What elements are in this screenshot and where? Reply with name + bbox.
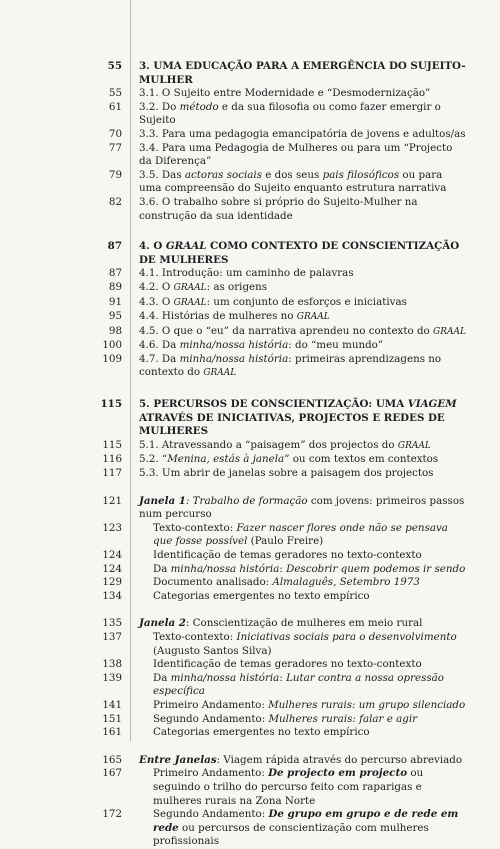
toc-entry-4-3[interactable] bbox=[0, 296, 500, 311]
toc-entry-j2-6[interactable] bbox=[0, 726, 500, 740]
entry-title: Documento analisado: Almalaguês, Setembro 1973 bbox=[153, 576, 420, 589]
toc-entry-ej-2[interactable] bbox=[0, 808, 500, 849]
toc-entry-4-2[interactable] bbox=[0, 281, 500, 296]
entry-title: Categorias emergentes no texto empírico bbox=[153, 726, 370, 739]
page-number: 77 bbox=[108, 141, 122, 154]
toc-entry-3-4[interactable] bbox=[0, 142, 500, 169]
entry-title: Entre Janelas: Viagem rápida através do percurso abreviado bbox=[139, 753, 463, 766]
entry-title: 5.1. Atravessando a “paisagem” dos projectos do GRAAL bbox=[139, 438, 431, 451]
toc-entre-janelas[interactable] bbox=[0, 754, 500, 768]
entry-title: Da minha/nossa história: Lutar contra a nossa opressão específica bbox=[153, 671, 445, 698]
entry-title: 5.2. “Menina, estás à janela” ou com textos em contextos bbox=[139, 453, 439, 466]
entry-title: 3.5. Das actoras sociais e dos seus pais filosóficos ou para uma compreensão do Sujeito enquanto estrutura narrativa bbox=[139, 168, 447, 195]
section-title: 5. PERCURSOS DE CONSCIENTIZAÇÃO: UMA VIAGEM ATRAVÉS DE INICIATIVAS, PROJECTOS E REDES DE MULHERES bbox=[139, 398, 457, 438]
entry-title: 4.2. O GRAAL: as origens bbox=[139, 280, 268, 293]
entry-title: 4.4. Histórias de mulheres no GRAAL bbox=[139, 310, 330, 323]
page-number: 109 bbox=[102, 352, 122, 365]
section-title: 3. UMA EDUCAÇÃO PARA A EMERGÊNCIA DO SUJEITO-MULHER bbox=[139, 60, 466, 86]
toc-entry-5-3[interactable] bbox=[0, 467, 500, 481]
page-number: 55 bbox=[107, 60, 122, 72]
entry-title: Janela 1: Trabalho de formação com jovens: primeiros passos num percurso bbox=[139, 494, 465, 521]
entry-title: Identificação de temas geradores no texto-contexto bbox=[153, 658, 422, 671]
toc-entry-j2-4[interactable] bbox=[0, 699, 500, 713]
entry-title: Da minha/nossa história: Descobrir quem podemos ir sendo bbox=[153, 562, 466, 575]
page-number: 123 bbox=[102, 521, 122, 534]
toc-entry-j1-2[interactable] bbox=[0, 549, 500, 563]
entry-title: Texto-contexto: Iniciativas sociais para o desenvolvimento (Augusto Santos Silva) bbox=[153, 630, 457, 657]
page-number: 55 bbox=[108, 87, 122, 100]
toc-entry-j1-5[interactable] bbox=[0, 590, 500, 604]
toc-entry-4-7[interactable] bbox=[0, 353, 500, 381]
page-number: 87 bbox=[107, 240, 122, 253]
page-number: 137 bbox=[102, 630, 122, 643]
section-title: 4. O GRAAL COMO CONTEXTO DE CONSCIENTIZAÇÃO DE MULHERES bbox=[139, 240, 460, 266]
page-number: 87 bbox=[108, 267, 122, 280]
toc-entry-j2-3[interactable] bbox=[0, 672, 500, 699]
entry-title: 4.5. O que o “eu” da narrativa aprendeu no contexto do GRAAL bbox=[139, 324, 466, 337]
entry-title: Categorias emergentes no texto empírico bbox=[153, 589, 370, 602]
page-number: 117 bbox=[102, 467, 122, 480]
page-number: 124 bbox=[102, 562, 122, 575]
entry-title: Primeiro Andamento: Mulheres rurais: um grupo silenciado bbox=[153, 698, 466, 711]
toc-entry-4-4[interactable] bbox=[0, 310, 500, 325]
page-number: 121 bbox=[102, 494, 122, 507]
page-number: 95 bbox=[108, 310, 122, 323]
entry-title: Primeiro Andamento: De projecto em projecto ou seguindo o trilho do percurso feito com raparigas e mulheres rurais na Zona Norte bbox=[153, 767, 424, 807]
page-number: 172 bbox=[102, 808, 122, 821]
entry-title: 4.7. Da minha/nossa história: primeiras aprendizagens no contexto do GRAAL bbox=[139, 352, 442, 379]
page-number: 129 bbox=[102, 576, 122, 589]
page-number: 116 bbox=[102, 453, 122, 466]
page-number: 70 bbox=[108, 127, 122, 140]
page-number: 165 bbox=[102, 753, 122, 766]
page-number: 82 bbox=[108, 195, 122, 208]
page-number: 138 bbox=[102, 658, 122, 671]
entry-title: Segundo Andamento: De grupo em grupo e de rede em rede ou percursos de conscientização com mulheres profissionais bbox=[153, 808, 459, 848]
page-number: 89 bbox=[108, 280, 122, 293]
page-number: 79 bbox=[108, 168, 122, 181]
entry-title: Texto-contexto: Fazer nascer flores onde não se pensava que fosse possível (Paulo Freire) bbox=[153, 521, 448, 548]
toc-section-3[interactable] bbox=[0, 60, 500, 87]
toc-entry-j1-1[interactable] bbox=[0, 522, 500, 549]
entry-title: 3.3. Para uma pedagogia emancipatória de jovens e adultos/as bbox=[139, 127, 466, 140]
page-number: 91 bbox=[108, 295, 122, 308]
entry-title: 3.1. O Sujeito entre Modernidade e “Desmodernização” bbox=[139, 87, 431, 100]
entry-title: 4.6. Da minha/nossa história: do “meu mundo” bbox=[139, 339, 384, 352]
toc-entry-5-2[interactable] bbox=[0, 453, 500, 467]
entry-title: Segundo Andamento: Mulheres rurais: falar e agir bbox=[153, 712, 418, 725]
entry-title: 4.1. Introdução: um caminho de palavras bbox=[139, 267, 354, 280]
page-number: 100 bbox=[102, 339, 122, 352]
toc-entry-4-5[interactable] bbox=[0, 325, 500, 340]
toc-entry-3-6[interactable] bbox=[0, 196, 500, 223]
page-number: 115 bbox=[100, 398, 122, 411]
toc-janela-1[interactable] bbox=[0, 495, 500, 522]
toc-entry-4-6[interactable] bbox=[0, 339, 500, 353]
toc-janela-2[interactable] bbox=[0, 617, 500, 631]
toc-entry-3-5[interactable] bbox=[0, 169, 500, 196]
page-number: 135 bbox=[102, 617, 122, 630]
page-number: 98 bbox=[108, 324, 122, 337]
toc-entry-4-1[interactable] bbox=[0, 267, 500, 281]
toc-entry-j1-3[interactable] bbox=[0, 563, 500, 577]
entry-title: Janela 2: Conscientização de mulheres em meio rural bbox=[139, 617, 423, 630]
page-number: 161 bbox=[102, 726, 122, 739]
entry-title: 5.3. Um abrir de janelas sobre a paisagem dos projectos bbox=[139, 467, 434, 480]
toc-entry-j2-2[interactable] bbox=[0, 658, 500, 672]
toc-section-5[interactable] bbox=[0, 398, 500, 439]
toc-entry-ej-1[interactable] bbox=[0, 767, 500, 808]
page-number: 141 bbox=[102, 698, 122, 711]
entry-title: 4.3. O GRAAL: um conjunto de esforços e iniciativas bbox=[139, 295, 407, 308]
table-of-contents bbox=[0, 60, 500, 849]
page-number: 167 bbox=[102, 767, 122, 780]
entry-title: 3.2. Do método e da sua filosofia ou como fazer emergir o Sujeito bbox=[139, 100, 441, 127]
entry-title: Identificação de temas geradores no texto-contexto bbox=[153, 549, 422, 561]
toc-entry-j2-5[interactable] bbox=[0, 713, 500, 727]
entry-title: 3.4. Para uma Pedagogia de Mulheres ou para um “Projecto da Diferença” bbox=[139, 141, 453, 168]
toc-entry-3-2[interactable] bbox=[0, 101, 500, 128]
toc-section-4[interactable] bbox=[0, 240, 500, 267]
page-number: 151 bbox=[102, 712, 122, 725]
toc-entry-j2-1[interactable] bbox=[0, 631, 500, 658]
entry-title: 3.6. O trabalho sobre si próprio do Sujeito-Mulher na construção da sua identidade bbox=[139, 195, 418, 222]
toc-entry-5-1[interactable] bbox=[0, 439, 500, 454]
page-number: 134 bbox=[102, 589, 122, 602]
toc-entry-3-3[interactable] bbox=[0, 128, 500, 142]
page-number: 115 bbox=[102, 438, 122, 451]
page-number: 124 bbox=[102, 549, 122, 561]
toc-entry-j1-4[interactable] bbox=[0, 576, 500, 590]
page-number: 139 bbox=[102, 671, 122, 684]
page-number: 61 bbox=[108, 100, 122, 113]
toc-entry-3-1[interactable] bbox=[0, 87, 500, 101]
